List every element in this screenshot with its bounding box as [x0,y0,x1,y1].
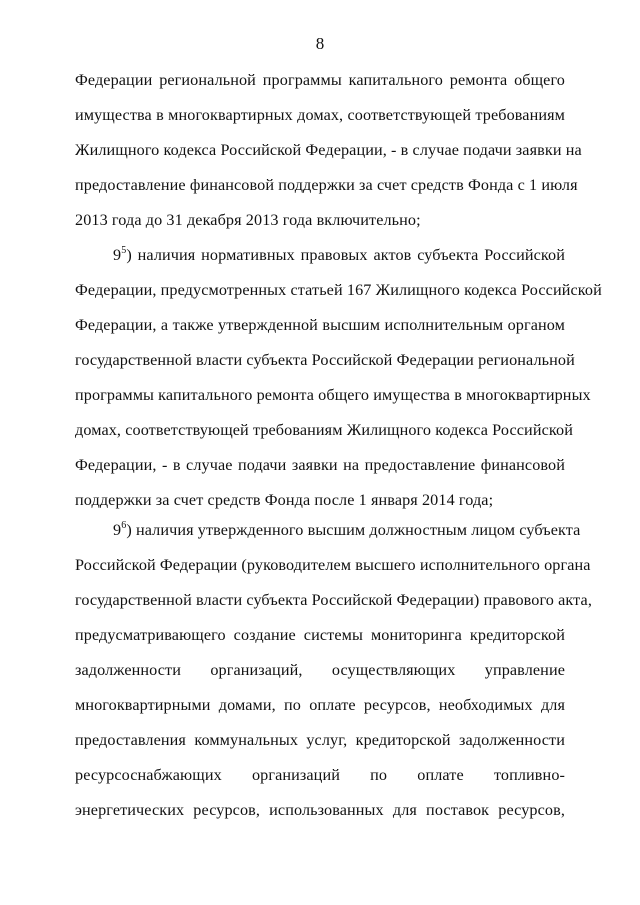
paragraph-line: имущества в многоквартирных домах, соответствующей требованиям [75,106,565,124]
paragraph-line: предоставления коммунальных услуг, кредиторской задолженности [75,731,565,749]
item-number: 9 [113,521,122,539]
paragraph-line: государственной власти субъекта Российской Федерации) правового акта, [75,591,592,609]
item-number: 9 [113,246,122,264]
item-superscript: 5 [121,244,127,256]
paragraph-line: Федерации региональной программы капитального ремонта общего [75,71,565,89]
paragraph-line: Российской Федерации (руководителем высшего исполнительного органа [75,556,591,574]
paragraph-line: многоквартирными домами, по оплате ресурсов, необходимых для [75,696,565,714]
paragraph-line: Федерации, - в случае подачи заявки на предоставление финансовой [75,456,565,474]
item-superscript: 6 [121,519,127,531]
paragraph-line: государственной власти субъекта Российской Федерации региональной [75,351,575,369]
paragraph-line: поддержки за счет средств Фонда после 1 января 2014 года; [75,491,494,509]
paragraph-first-line [113,519,581,540]
page-number: 8 [315,34,325,53]
first-line-text: ) наличия утвержденного высшим должностным лицом субъекта [126,521,581,539]
paragraph-line: домах, соответствующей требованиям Жилищного кодекса Российской [75,421,573,439]
paragraph-line: Жилищного кодекса Российской Федерации, - в случае подачи заявки на [75,141,582,159]
first-line-text: ) наличия нормативных правовых актов субъекта Российской [126,246,565,264]
paragraph-line: предусматривающего создание системы мониторинга кредиторской [75,626,565,644]
paragraph-line: энергетических ресурсов, использованных для поставок ресурсов, [75,801,565,819]
paragraph-line: Федерации, предусмотренных статьей 167 Жилищного кодекса Российской [75,281,602,299]
paragraph-line: ресурсоснабжающих организаций по оплате топливно- [75,766,565,784]
paragraph-first-line [113,245,565,265]
paragraph-line: предоставление финансовой поддержки за счет средств Фонда с 1 июля [75,176,578,194]
paragraph-line: 2013 года до 31 декабря 2013 года включительно; [75,211,421,229]
paragraph-line: программы капитального ремонта общего имущества в многоквартирных [75,386,591,404]
paragraph-line: Федерации, а также утвержденной высшим исполнительным органом [75,316,565,334]
paragraph-line: задолженности организаций, осуществляющих управление [75,661,565,679]
